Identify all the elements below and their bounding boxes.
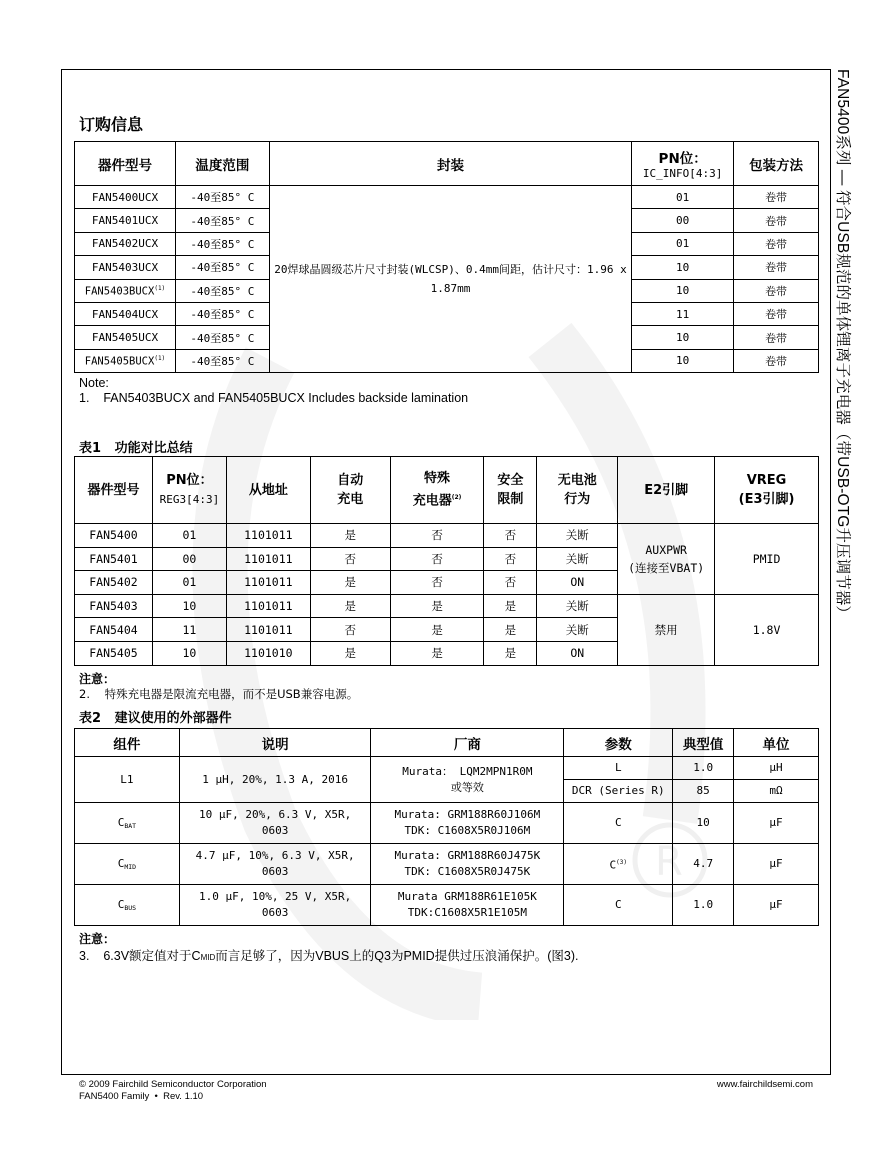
temp-cell: -40至85° C xyxy=(175,186,269,209)
description-cell xyxy=(179,803,371,844)
unit-cell: mΩ xyxy=(734,780,819,803)
table-row xyxy=(75,803,819,844)
header-auto-charge xyxy=(310,457,390,524)
external-caption: 表2 建议使用的外部器件 xyxy=(79,711,232,726)
header-pn-reg: IC_INFO[4:3] xyxy=(642,167,723,180)
special-cell: 是 xyxy=(390,618,484,642)
vendor-line2: 或等效 xyxy=(450,780,484,794)
package-cell: 20焊球晶圆级芯片尺寸封装(WLCSP)、0.4mm间距，估计尺寸：1.96 x 1.87mm xyxy=(269,186,631,373)
auto-cell: 否 xyxy=(310,618,390,642)
description-line1: 4.7 μF, 10%, 6.3 V, X5R, xyxy=(195,849,355,862)
parameter-cell xyxy=(564,844,673,885)
typical-cell: 1.0 xyxy=(673,885,734,926)
part-cell xyxy=(75,279,176,302)
vreg-group1-cell: PMID xyxy=(715,524,819,595)
feature-caption: 表1 功能对比总结 xyxy=(79,441,193,456)
feature-note-label: 注意： xyxy=(79,672,116,686)
description-line2: 0603 xyxy=(261,865,289,878)
nobat-cell: 关断 xyxy=(537,547,618,571)
address-cell: 1101010 xyxy=(226,641,310,665)
header-special-charger xyxy=(390,457,484,524)
part-cell xyxy=(75,302,176,325)
part-number: FAN5405BUCX xyxy=(84,355,155,368)
ordering-header-row xyxy=(75,142,819,186)
header-auto-line1: 自动 xyxy=(337,473,364,488)
external-header-row xyxy=(75,729,819,757)
special-cell: 是 xyxy=(390,641,484,665)
header-unit: 单位 xyxy=(734,729,819,757)
component-cell xyxy=(75,803,180,844)
pn-cell: 10 xyxy=(152,594,226,618)
vendor-line1: Murata GRM188R61E105K xyxy=(397,890,537,903)
component-subscript: BUS xyxy=(124,903,137,912)
vendor-cell xyxy=(371,757,564,803)
part-cell: FAN5404 xyxy=(75,618,153,642)
pn-cell: 11 xyxy=(152,618,226,642)
ordering-title: 订购信息 xyxy=(79,115,144,134)
description-line2: 0603 xyxy=(261,906,289,919)
safety-cell: 是 xyxy=(484,641,537,665)
vendor-line2: TDK:C1608X5R1E105M xyxy=(407,906,527,919)
e2-group2-cell: 禁用 xyxy=(618,594,715,665)
pn-cell: 01 xyxy=(632,232,734,255)
part-cell: FAN5401 xyxy=(75,547,153,571)
header-part: 器件型号 xyxy=(75,457,153,524)
parameter-value: C xyxy=(609,858,617,872)
safety-cell: 否 xyxy=(484,547,537,571)
header-nobat-line1: 无电池 xyxy=(557,473,597,488)
part-cell: FAN5402 xyxy=(75,571,153,595)
description-line2: 0603 xyxy=(261,824,289,837)
header-pn xyxy=(632,142,734,186)
pack-cell: 卷带 xyxy=(734,326,819,349)
vendor-cell xyxy=(371,885,564,926)
header-safety-line1: 安全 xyxy=(497,473,524,488)
part-number: FAN5403BUCX xyxy=(84,285,155,297)
pack-cell: 卷带 xyxy=(734,256,819,279)
vendor-cell xyxy=(371,844,564,885)
header-pn-reg: REG3[4:3] xyxy=(159,493,220,506)
pn-cell: 10 xyxy=(632,256,734,279)
vendor-line2: TDK: C1608X5R0J475K xyxy=(404,865,531,878)
feature-header-row xyxy=(75,457,819,524)
description-cell: 1 μH, 20%, 1.3 A, 2016 xyxy=(179,757,371,803)
e2-auxpwr: AUXPWR xyxy=(645,542,687,557)
auto-cell: 是 xyxy=(310,594,390,618)
part-number: FAN5401UCX xyxy=(91,214,159,228)
part-cell: FAN5403 xyxy=(75,594,153,618)
address-cell: 1101011 xyxy=(226,618,310,642)
part-number: FAN5402UCX xyxy=(91,237,159,251)
pn-cell: 01 xyxy=(152,524,226,548)
description-line1: 10 μF, 20%, 6.3 V, X5R, xyxy=(198,808,352,821)
auto-cell: 是 xyxy=(310,571,390,595)
footer-copyright: © 2009 Fairchild Semiconductor Corporation xyxy=(79,1079,267,1090)
pn-cell: 11 xyxy=(632,302,734,325)
unit-cell: μF xyxy=(734,844,819,885)
header-typical: 典型值 xyxy=(673,729,734,757)
unit-cell: μH xyxy=(734,757,819,780)
part-cell xyxy=(75,326,176,349)
special-cell: 否 xyxy=(390,571,484,595)
vendor-line1: Murata： LQM2MPN1R0M xyxy=(402,764,533,778)
nobat-cell: ON xyxy=(537,641,618,665)
auto-cell: 是 xyxy=(310,524,390,548)
pn-cell: 00 xyxy=(632,209,734,232)
note-3-part2: 而言足够了，因为VBUS上的Q3为PMID提供过压浪涌保护。(图3). xyxy=(215,949,579,963)
safety-cell: 是 xyxy=(484,618,537,642)
description-cell xyxy=(179,844,371,885)
component-subscript: BAT xyxy=(124,821,137,830)
table-row xyxy=(75,524,819,548)
typical-cell: 4.7 xyxy=(673,844,734,885)
ordering-table xyxy=(74,141,819,373)
special-cell: 是 xyxy=(390,594,484,618)
header-package: 封装 xyxy=(269,142,631,186)
note-3-subscript: MID xyxy=(200,953,216,962)
address-cell: 1101011 xyxy=(226,571,310,595)
unit-cell: μF xyxy=(734,803,819,844)
footer-left xyxy=(79,1079,267,1103)
part-cell: FAN5405 xyxy=(75,641,153,665)
feature-table xyxy=(74,456,819,666)
typical-cell: 10 xyxy=(673,803,734,844)
pack-cell: 卷带 xyxy=(734,232,819,255)
table-row xyxy=(75,885,819,926)
header-safety-line2: 限制 xyxy=(497,492,524,507)
description-line1: 1.0 μF, 10%, 25 V, X5R, xyxy=(198,890,352,903)
address-cell: 1101011 xyxy=(226,594,310,618)
header-address: 从地址 xyxy=(226,457,310,524)
description-cell xyxy=(179,885,371,926)
auto-cell: 否 xyxy=(310,547,390,571)
header-vreg xyxy=(715,457,819,524)
safety-cell: 否 xyxy=(484,524,537,548)
footnote-ref: (2) xyxy=(451,494,462,502)
vendor-line1: Murata: GRM188R60J475K xyxy=(394,849,541,862)
part-cell: FAN5400 xyxy=(75,524,153,548)
footnote-ref: (3) xyxy=(616,858,627,866)
auto-cell: 是 xyxy=(310,641,390,665)
parameter-cell: C xyxy=(564,885,673,926)
special-cell: 否 xyxy=(390,547,484,571)
header-special-line1: 特殊 xyxy=(424,471,451,487)
temp-cell: -40至85° C xyxy=(175,326,269,349)
special-cell: 否 xyxy=(390,524,484,548)
address-cell: 1101011 xyxy=(226,547,310,571)
feature-note-2: 2. 特殊充电器是限流充电器，而不是USB兼容电源。 xyxy=(79,687,359,701)
nobat-cell: 关断 xyxy=(537,618,618,642)
header-auto-line2: 充电 xyxy=(337,492,364,507)
pack-cell: 卷带 xyxy=(734,279,819,302)
temp-cell: -40至85° C xyxy=(175,279,269,302)
component-symbol: C xyxy=(117,815,125,829)
external-note-3 xyxy=(79,946,578,964)
note-3-part1: 3. 6.3V额定值对于C xyxy=(79,949,201,963)
pack-cell: 卷带 xyxy=(734,209,819,232)
component-symbol: C xyxy=(117,856,125,870)
pn-cell: 01 xyxy=(632,186,734,209)
pn-cell: 10 xyxy=(632,326,734,349)
part-cell xyxy=(75,186,176,209)
part-number: FAN5400UCX xyxy=(91,190,159,204)
header-nobat-line2: 行为 xyxy=(564,492,591,507)
parameter-cell: DCR (Series R) xyxy=(564,780,673,803)
footnote-ref: (1) xyxy=(154,354,166,362)
vendor-cell xyxy=(371,803,564,844)
parameter-cell: L xyxy=(564,757,673,780)
pack-cell: 卷带 xyxy=(734,349,819,372)
header-e2-pin: E2引脚 xyxy=(618,457,715,524)
typical-cell: 1.0 xyxy=(673,757,734,780)
header-vreg-line2: (E3引脚) xyxy=(738,492,795,507)
part-cell xyxy=(75,209,176,232)
temp-cell: -40至85° C xyxy=(175,232,269,255)
table-row xyxy=(75,757,819,780)
e2-group1-cell xyxy=(618,524,715,595)
table-row xyxy=(75,186,819,209)
vreg-group2-cell: 1.8V xyxy=(715,594,819,665)
component-cell: L1 xyxy=(75,757,180,803)
header-temp: 温度范围 xyxy=(175,142,269,186)
side-title xyxy=(833,69,857,629)
external-note-label: 注意： xyxy=(79,932,116,946)
part-cell xyxy=(75,349,176,372)
svg-text:R: R xyxy=(655,839,683,885)
pn-cell: 10 xyxy=(632,279,734,302)
pack-cell: 卷带 xyxy=(734,186,819,209)
nobat-cell: ON xyxy=(537,571,618,595)
part-number: FAN5403UCX xyxy=(91,260,159,274)
side-title-text: FAN5400系列 — 符合USB规范的单体锂离子充电器（带USB-OTG升压调节器） xyxy=(834,69,851,622)
footer-url[interactable]: www.fairchildsemi.com xyxy=(716,1079,813,1090)
header-vendor: 厂商 xyxy=(371,729,564,757)
nobat-cell: 关断 xyxy=(537,594,618,618)
temp-cell: -40至85° C xyxy=(175,349,269,372)
header-special-text: 充电器 xyxy=(412,493,452,509)
header-packing: 包装方法 xyxy=(734,142,819,186)
safety-cell: 否 xyxy=(484,571,537,595)
header-pn-label: PN位： xyxy=(658,151,707,167)
pn-cell: 10 xyxy=(632,349,734,372)
external-table xyxy=(74,728,819,926)
header-part: 器件型号 xyxy=(75,142,176,186)
header-pn-label: PN位： xyxy=(166,473,213,488)
header-component: 组件 xyxy=(75,729,180,757)
parameter-cell: C xyxy=(564,803,673,844)
temp-cell: -40至85° C xyxy=(175,209,269,232)
header-safety xyxy=(484,457,537,524)
safety-cell: 是 xyxy=(484,594,537,618)
component-cell xyxy=(75,844,180,885)
footnote-ref: (1) xyxy=(154,284,166,292)
header-vreg-line1: VREG xyxy=(746,473,787,488)
component-cell xyxy=(75,885,180,926)
header-description: 说明 xyxy=(179,729,371,757)
footer-family: FAN5400 Family • Rev. 1.10 xyxy=(79,1091,204,1102)
component-symbol: C xyxy=(117,897,125,911)
ordering-note-label: Note: xyxy=(79,376,109,390)
e2-connect: (连接至VBAT) xyxy=(628,560,705,575)
part-number: FAN5404UCX xyxy=(91,307,159,321)
part-number: FAN5405UCX xyxy=(91,331,159,345)
vendor-line1: Murata: GRM188R60J106M xyxy=(394,808,541,821)
pn-cell: 01 xyxy=(152,571,226,595)
part-cell xyxy=(75,232,176,255)
header-special-line2 xyxy=(391,488,484,510)
table-row xyxy=(75,594,819,618)
header-pn xyxy=(152,457,226,524)
part-cell xyxy=(75,256,176,279)
address-cell: 1101011 xyxy=(226,524,310,548)
temp-cell: -40至85° C xyxy=(175,256,269,279)
unit-cell: μF xyxy=(734,885,819,926)
nobat-cell: 关断 xyxy=(537,524,618,548)
temp-cell: -40至85° C xyxy=(175,302,269,325)
pack-cell: 卷带 xyxy=(734,302,819,325)
typical-cell: 85 xyxy=(673,780,734,803)
header-no-battery xyxy=(537,457,618,524)
header-parameter: 参数 xyxy=(564,729,673,757)
component-subscript: MID xyxy=(124,862,137,871)
vendor-line2: TDK: C1608X5R0J106M xyxy=(404,824,531,837)
pn-cell: 00 xyxy=(152,547,226,571)
table-row xyxy=(75,844,819,885)
pn-cell: 10 xyxy=(152,641,226,665)
ordering-note-1: 1. FAN5403BUCX and FAN5405BUCX Includes backside lamination xyxy=(79,391,469,405)
